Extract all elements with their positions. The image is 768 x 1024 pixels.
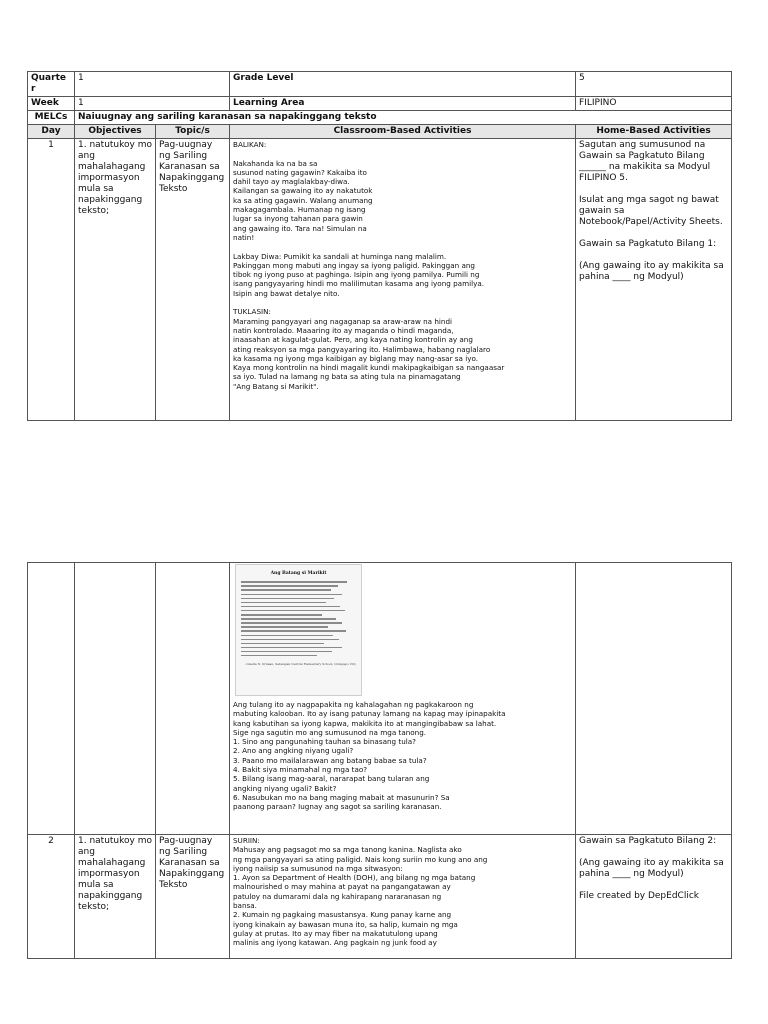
- continuation-row: [28, 563, 732, 835]
- column-header-day: Day: [28, 125, 75, 139]
- column-header-home: Home-Based Activities: [576, 125, 732, 139]
- empty-objective-cell: [75, 563, 156, 835]
- grade-level-value: 5: [576, 72, 732, 97]
- empty-home-cell: [576, 563, 732, 835]
- day-2-row: [28, 835, 732, 959]
- quarter-value: 1: [75, 72, 230, 97]
- classroom-activity-cell: BALIKAN: Nakahanda ka na ba sa susunod nating gagawin? Kakaiba ito dahil tayo ay maglalakbay-diwa. Kailangan sa gawaing ito ay nakatutok ka sa ating gagawin. Walang anumang makagagambala. Humanap ng isang lugar sa inyong tahanan para gawin ang gawaing ito. Tara na! Simulan na natin! Lakbay Diwa: Pumikit ka sandali at huminga nang malalim. Pakinggan mong mabuti ang ingay sa iyong paligid. Pakinggan ang tibok ng iyong puso at paghinga. Isipin ang iyong pamilya. Pumili ng isang pangyayaring hindi mo malilimutan kasama ang iyong pamilya. Isipin ang bawat detalye nito. TUKLASIN: Maraming pangyayari ang nagaganap sa araw-araw na hindi natin kontrolado. Maaaring ito ay maganda o hindi maganda, inaasahan at kagulat-gulat. Pero, ang kaya nating kontrolin ay ang ating reaksyon sa mga pangyayaring ito. Halimbawa, habang naglalaro ka kasama ng iyong mga kaibigan ay biglang may nang-asar sa iyo. Kaya mong kontrolin na hindi magalit kundi makipagkaibigan sa nangaasar sa iyo. Tulad na lamang ng bata sa ating tula na pinamagatang "Ang Batang si Marikit".: [230, 139, 576, 421]
- poem-image: [235, 564, 362, 696]
- home-activity-cell: Sagutan ang sumusunod na Gawain sa Pagkatuto Bilang ______ na makikita sa Modyul FILIPINO 5. Isulat ang mga sagot ng bawat gawain sa Notebook/Papel/Activity Sheets. Gawain sa Pagkatuto Bilang 1: (Ang gawaing ito ay makikita sa pahina ____ ng Modyul): [576, 139, 732, 421]
- melcs-row: [28, 111, 732, 125]
- lesson-plan-table-page2: [27, 562, 732, 959]
- column-header-row: [28, 125, 732, 139]
- week-label: Week: [28, 97, 75, 111]
- home-activity-cell: Gawain sa Pagkatuto Bilang 2: (Ang gawaing ito ay makikita sa pahina ____ ng Modyul) File created by DepEdClick: [576, 835, 732, 959]
- column-header-objectives: Objectives: [75, 125, 156, 139]
- column-header-topics: Topic/s: [156, 125, 230, 139]
- topic-cell: Pag-uugnay ng Sariling Karanasan sa Napakinggang Teksto: [156, 139, 230, 421]
- objective-cell: 1. natutukoy mo ang mahalahagang impormasyon mula sa napakinggang teksto;: [75, 835, 156, 959]
- poem-author: - Gisella N. Ornaan, Sabangan Central Elementary School, Olongapo City: [244, 662, 356, 667]
- learning-area-label: Learning Area: [230, 97, 576, 111]
- quarter-row: [28, 72, 732, 97]
- column-header-classroom: Classroom-Based Activities: [230, 125, 576, 139]
- quarter-label: Quarte r: [28, 72, 75, 97]
- empty-topic-cell: [156, 563, 230, 835]
- learning-area-value: FILIPINO: [576, 97, 732, 111]
- objective-cell: 1. natutukoy mo ang mahalahagang impormasyon mula sa napakinggang teksto;: [75, 139, 156, 421]
- week-row: [28, 97, 732, 111]
- day-number: 2: [28, 835, 75, 959]
- topic-cell: Pag-uugnay ng Sariling Karanasan sa Napakinggang Teksto: [156, 835, 230, 959]
- classroom-activity-continuation: [230, 563, 576, 835]
- grade-level-label: Grade Level: [230, 72, 576, 97]
- classroom-activity-cell: SURIIN: Mahusay ang pagsagot mo sa mga tanong kanina. Naglista ako ng mga pangyayari sa ating paligid. Nais kong suriin mo kung ano ang iyong naiisip sa sumusunod na mga sitwasyon: 1. Ayon sa Department of Health (DOH), ang bilang ng mga batang malnourished o may mahina at payat na pangangatawan ay patuloy na dumarami dala ng kahirapang nararanasan ng bansa. 2. Kumain ng pagkaing masustansya. Kung panay karne ang iyong kinakain ay bawasan muna ito, sa halip, kumain ng mga gulay at prutas. Ito ay may fiber na makatutulong upang malinis ang iyong katawan. Ang pagkain ng junk food ay: [230, 835, 576, 959]
- empty-day-cell: [28, 563, 75, 835]
- poem-discussion-text: Ang tulang ito ay nagpapakita ng kahalagahan ng pagkakaroon ng mabuting kalooban. Ito ay isang patunay lamang na kapag may ipinapakita kang kabutihan sa iyong kapwa, makikita ito at mangingibabaw sa lahat. Sige nga sagutin mo ang sumusunod na mga tanong. 1. Sino ang pangunahing tauhan sa binasang tula? 2. Ano ang angking niyang ugali? 3. Paano mo mailalarawan ang batang babae sa tula? 4. Bakit siya minamahal ng mga tao? 5. Bilang isang mag-aaral, nararapat bang tularan ang angking niyang ugali? Bakit? 6. Nasubukan mo na bang maging mabait at masunurin? Sa paanong paraan? Iugnay ang sagot sa sariling karanasan.: [233, 700, 506, 812]
- lesson-plan-table-page1: [27, 71, 732, 421]
- week-value: 1: [75, 97, 230, 111]
- poem-title: Ang Batang si Marikit: [270, 571, 327, 576]
- melcs-value: Naiuugnay ang sariling karanasan sa napakinggang teksto: [75, 111, 732, 125]
- melcs-label: MELCs: [28, 111, 75, 125]
- day-1-row: [28, 139, 732, 421]
- day-number: 1: [28, 139, 75, 421]
